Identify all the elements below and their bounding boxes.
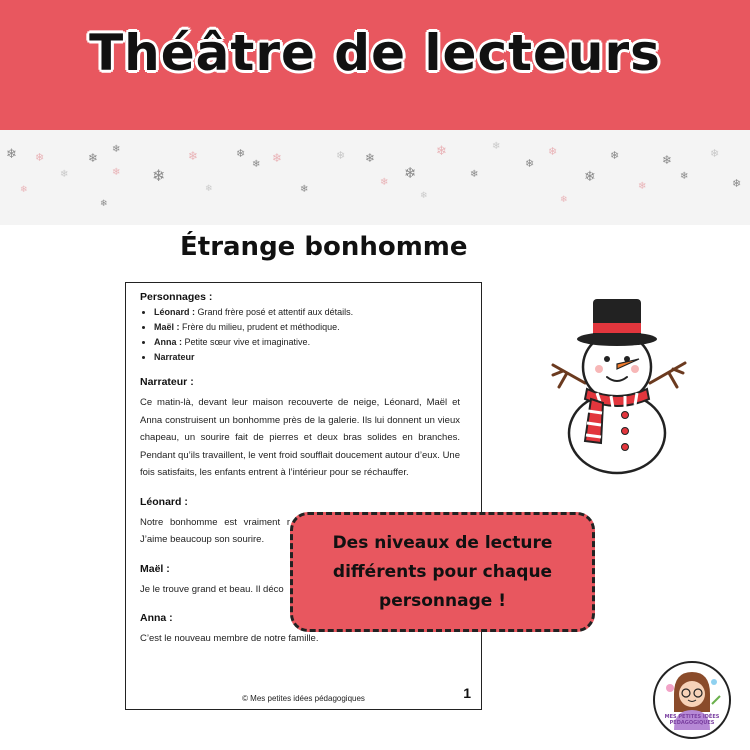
snowflake-icon: ❄ — [100, 199, 108, 209]
list-item — [154, 322, 460, 332]
snowflake-icon: ❄ — [470, 169, 479, 180]
snowflake-icon: ❄ — [88, 151, 99, 165]
character-name: Narrateur — [154, 352, 195, 362]
snowflake-icon: ❄ — [6, 147, 17, 162]
speaker-name: Anna : — [140, 612, 173, 624]
character-name: Anna : — [154, 337, 182, 347]
script-title: Étrange bonhomme — [180, 232, 468, 262]
snowflake-icon: ❄ — [638, 181, 647, 192]
speaker-name: Léonard : — [140, 495, 188, 508]
list-item — [154, 307, 460, 317]
snowflake-icon: ❄ — [548, 145, 558, 158]
header-banner — [0, 0, 750, 130]
character-description: Grand frère posé et attentif aux détails. — [197, 307, 354, 317]
snowflake-icon: ❄ — [420, 191, 428, 201]
list-item — [154, 337, 460, 347]
dialogue-text: Ce matin-là, devant leur maison recouverte de neige, Léonard, Maël et Anna construisent un bonhomme près de la galerie. Ils lui donnent un vieux chapeau, un sourire fait de pierres et deux bras solides en branches. Pendant qu’ils travaillent, le vent froid soufflait doucement autour d’eux. Une fois satisfaits, les enfants entrent à l’intérieur pour se réchauffer. — [140, 397, 460, 478]
teacher-avatar-icon — [652, 660, 732, 740]
snowflake-icon: ❄ — [205, 184, 213, 194]
snowflake-icon: ❄ — [272, 151, 283, 165]
characters-list — [140, 307, 460, 362]
snowflake-icon: ❄ — [152, 166, 166, 185]
snowflake-strip — [0, 130, 750, 225]
snowflake-icon: ❄ — [252, 159, 261, 170]
snowflake-icon: ❄ — [710, 147, 720, 160]
dialogue-text: Notre bonhomme est vraiment r J’aime beaucoup son sourire. — [140, 516, 290, 545]
callout-text: Des niveaux de lecture différents pour chaque personnage ! — [332, 532, 553, 611]
snowflake-icon: ❄ — [112, 167, 121, 178]
page-number: 1 — [463, 685, 471, 701]
character-name: Maël : — [154, 322, 180, 332]
snowflake-icon: ❄ — [610, 149, 620, 162]
character-description: Petite sœur vive et imaginative. — [184, 337, 311, 347]
dialogue-text: Je le trouve grand et beau. Il déco — [140, 583, 284, 595]
snowflake-icon: ❄ — [404, 164, 417, 182]
snowflake-icon: ❄ — [35, 151, 45, 164]
snowflake-icon: ❄ — [732, 177, 742, 190]
snowflake-icon: ❄ — [380, 177, 389, 188]
snowflake-icon: ❄ — [680, 171, 689, 182]
snowflake-icon: ❄ — [560, 195, 568, 205]
snowflake-icon: ❄ — [60, 169, 69, 180]
dialogue-block — [140, 376, 460, 482]
list-item — [154, 352, 460, 362]
speaker-name: Narrateur : — [140, 376, 194, 388]
snowflake-icon: ❄ — [492, 141, 501, 152]
callout-box — [290, 512, 595, 632]
logo-text: MES PETITES IDÉES PÉDAGOGIQUES — [664, 714, 720, 726]
snowflake-icon: ❄ — [365, 151, 376, 165]
characters-heading: Personnages : — [140, 291, 213, 303]
snowflake-icon: ❄ — [20, 185, 28, 195]
snowflake-icon: ❄ — [436, 144, 447, 159]
snowflake-icon: ❄ — [300, 184, 309, 195]
snowman-icon — [545, 295, 690, 475]
speaker-name: Maël : — [140, 562, 170, 575]
snowflake-icon: ❄ — [236, 147, 246, 160]
script-page — [125, 282, 482, 710]
snowflake-icon: ❄ — [584, 169, 596, 185]
snowflake-icon: ❄ — [188, 149, 199, 163]
copyright-footer: © Mes petites idées pédagogiques — [242, 694, 365, 703]
character-name: Léonard : — [154, 307, 196, 317]
snowflake-icon: ❄ — [662, 153, 673, 167]
character-description: Frère du milieu, prudent et méthodique. — [182, 322, 340, 332]
snowflake-icon: ❄ — [336, 149, 346, 162]
snowflake-icon: ❄ — [525, 157, 535, 170]
page-title: Théâtre de lecteurs — [89, 24, 661, 82]
snowflake-icon: ❄ — [112, 144, 121, 155]
dialogue-text: C’est le nouveau membre de notre famille. — [140, 633, 319, 644]
